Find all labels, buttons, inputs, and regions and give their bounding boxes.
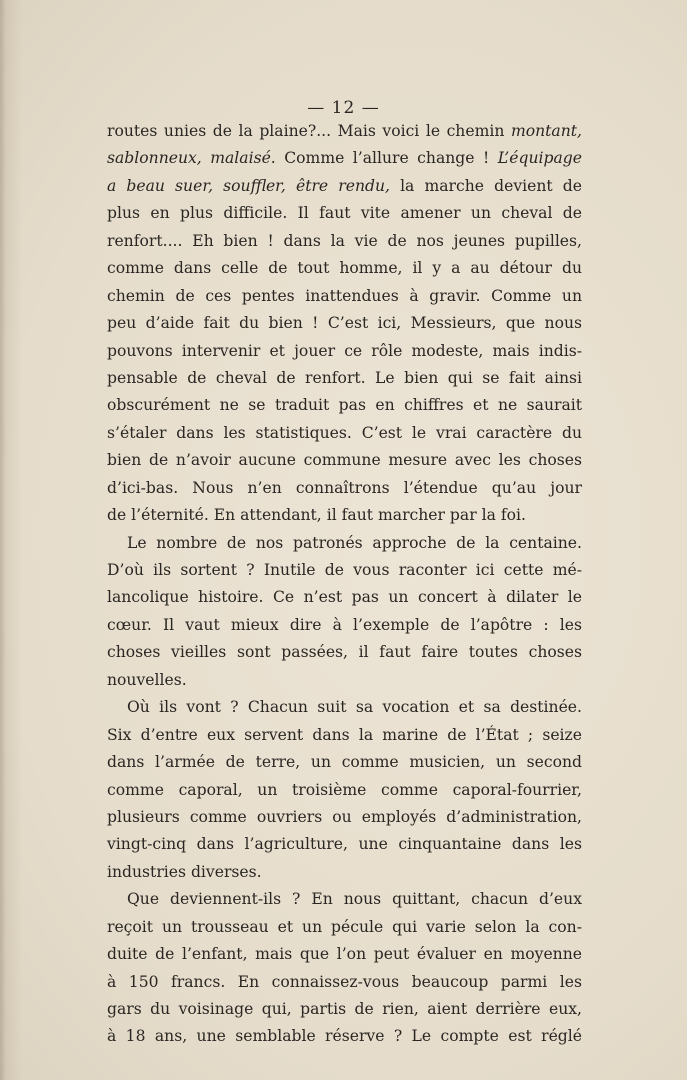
text-segment: vingt-cinq dans l’agriculture, une cinquantaine dans les xyxy=(107,835,582,854)
text-line xyxy=(107,914,582,941)
text-line xyxy=(107,804,582,831)
text-segment: Six d’entre eux servent dans la marine de l’État ; seize xyxy=(107,725,582,744)
text-segment: chemin de ces pentes inattendues à gravir. Comme un xyxy=(107,286,582,305)
text-segment: routes unies de la plaine?... Mais voici le chemin xyxy=(107,122,511,140)
text-line xyxy=(107,777,582,804)
text-line xyxy=(107,722,582,749)
text-line xyxy=(107,145,582,172)
text-line xyxy=(107,475,582,502)
text-segment: lancolique histoire. Ce n’est pas un concert à dilater le xyxy=(107,588,582,607)
text-line xyxy=(107,200,582,227)
italic-text: montant, xyxy=(510,122,582,140)
text-line xyxy=(107,969,582,996)
text-line xyxy=(107,557,582,584)
text-segment: renfort.... Eh bien ! dans la vie de nos jeunes pupilles, xyxy=(107,231,582,250)
body-text xyxy=(107,118,582,1051)
text-segment: Que deviennent-ils ? En nous quittant, chacun d’eux xyxy=(127,890,582,909)
text-line xyxy=(107,1023,582,1050)
text-segment: D’où ils sortent ? Inutile de vous raconter ici cette mé- xyxy=(107,561,582,579)
text-segment: nouvelles. xyxy=(107,670,187,689)
text-line xyxy=(107,502,582,529)
page-number: — 12 — xyxy=(307,98,380,118)
text-segment: peu d’aide fait du bien ! C’est ici, Messieurs, que nous xyxy=(107,314,582,333)
text-line xyxy=(107,173,582,200)
text-line xyxy=(107,283,582,310)
text-segment: la marche devient de xyxy=(389,176,582,195)
text-line xyxy=(107,365,582,392)
text-line xyxy=(107,392,582,419)
text-line xyxy=(107,831,582,858)
text-segment: choses vieilles sont passées, il faut faire toutes choses xyxy=(107,643,582,662)
text-segment: obscurément ne se traduit pas en chiffres et ne saurait xyxy=(107,396,582,415)
text-line xyxy=(107,228,582,255)
text-line xyxy=(107,612,582,639)
text-segment: plus en plus difficile. Il faut vite amener un cheval de xyxy=(107,204,582,223)
text-segment: de l’éternité. En attendant, il faut marcher par la foi. xyxy=(107,506,526,525)
text-segment: à 18 ans, une semblable réserve ? Le compte est réglé xyxy=(107,1027,582,1046)
text-line xyxy=(107,941,582,968)
text-segment: gars du voisinage qui, partis de rien, aient derrière eux, xyxy=(107,1000,582,1018)
italic-text: L’équipage xyxy=(497,149,582,168)
italic-text: sablonneux, malaisé. xyxy=(107,149,276,168)
text-segment: comme caporal, un troisième comme caporal-fourrier, xyxy=(107,780,582,799)
text-segment: reçoit un trousseau et un pécule qui varie selon la con- xyxy=(107,917,582,936)
text-line xyxy=(107,118,582,145)
text-line xyxy=(107,338,582,365)
text-line xyxy=(107,447,582,474)
text-segment: duite de l’enfant, mais que l’on peut évaluer en moyenne xyxy=(107,945,582,964)
text-segment: comme dans celle de tout homme, il y a au détour du xyxy=(107,259,582,278)
text-line xyxy=(107,639,582,666)
text-segment: plusieurs comme ouvriers ou employés d’administration, xyxy=(107,807,582,826)
text-segment: bien de n’avoir aucune commune mesure avec les choses xyxy=(107,451,582,470)
text-segment: cœur. Il vaut mieux dire à l’exemple de l’apôtre : les xyxy=(107,615,582,634)
text-segment: Comme l’allure change ! xyxy=(275,149,498,168)
text-segment: dans l’armée de terre, un comme musicien, un second xyxy=(107,753,582,772)
text-segment: à 150 francs. En connaissez-vous beaucoup parmi les xyxy=(107,972,582,991)
text-line xyxy=(107,530,582,557)
text-line xyxy=(107,667,582,694)
text-line xyxy=(107,310,582,337)
text-line xyxy=(107,694,582,721)
text-line xyxy=(107,886,582,913)
text-segment: d’ici-bas. Nous n’en connaîtrons l’étendue qu’au jour xyxy=(107,478,582,497)
text-line xyxy=(107,749,582,776)
text-segment: Où ils vont ? Chacun suit sa vocation et sa destinée. xyxy=(127,698,582,717)
text-line xyxy=(107,255,582,282)
text-segment: pouvons intervenir et jouer ce rôle modeste, mais indis- xyxy=(107,341,582,360)
text-segment: Le nombre de nos patronés approche de la centaine. xyxy=(127,533,582,552)
text-line xyxy=(107,859,582,886)
text-segment: s’étaler dans les statistiques. C’est le vrai caractère du xyxy=(107,423,582,442)
text-segment: industries diverses. xyxy=(107,862,262,881)
text-segment: pensable de cheval de renfort. Le bien qui se fait ainsi xyxy=(107,368,582,387)
italic-text: a beau suer, souffler, être rendu, xyxy=(107,176,390,195)
text-line xyxy=(107,420,582,447)
text-line xyxy=(107,584,582,611)
text-line xyxy=(107,996,582,1023)
